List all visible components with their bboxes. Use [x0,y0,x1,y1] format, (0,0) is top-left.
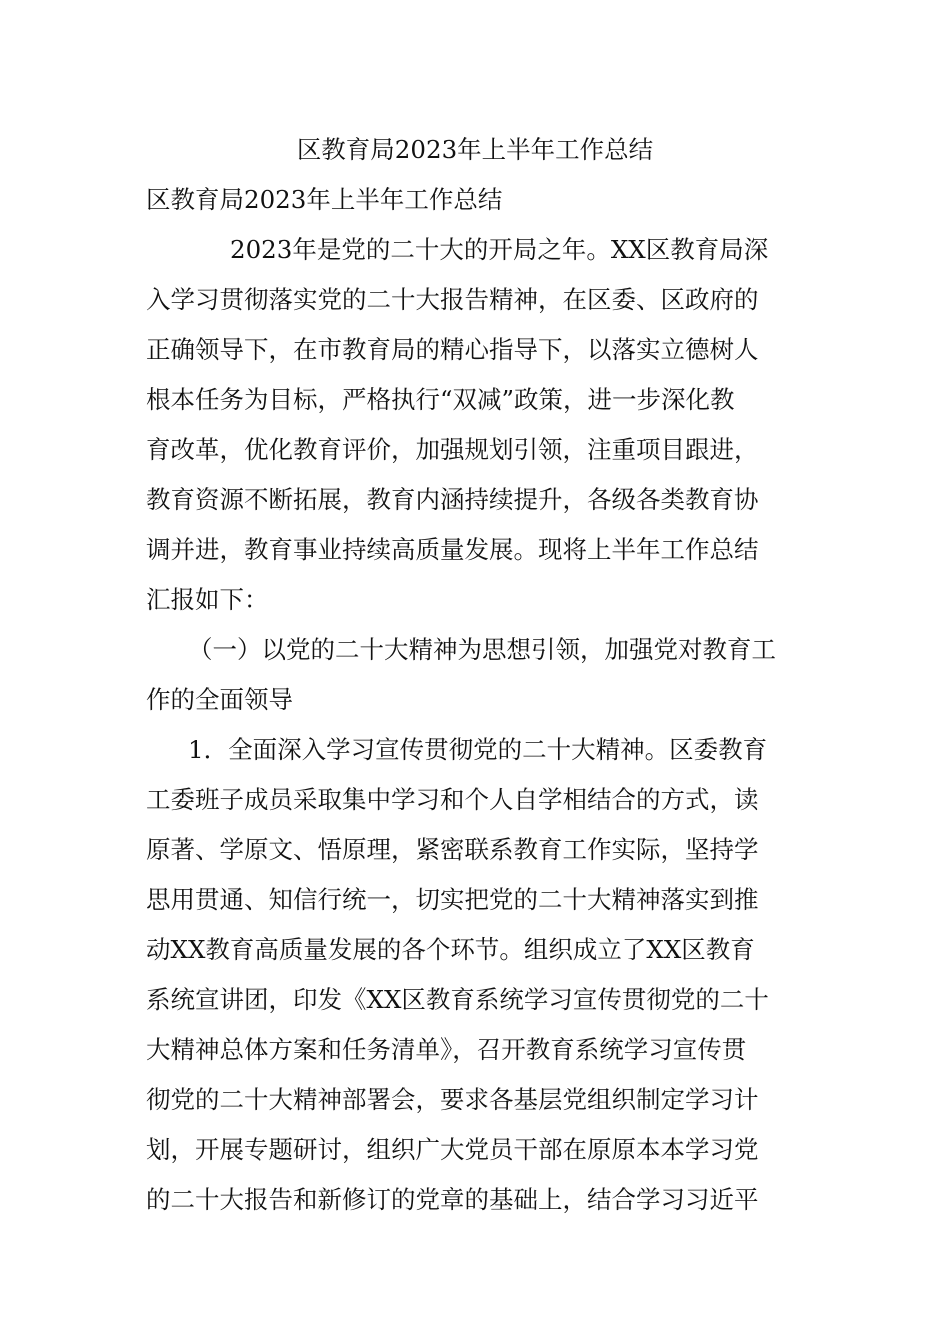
paragraph-line: 2023年是党的二十大的开局之年。XX区教育局深 [230,235,769,264]
section-heading-line: 作的全面领导 [146,685,293,714]
paragraph-line: 的二十大报告和新修订的党章的基础上，结合学习习近平 [146,1185,759,1214]
paragraph-line: 动XX教育高质量发展的各个环节。组织成立了XX区教育 [146,935,755,964]
paragraph-line: 教育资源不断拓展，教育内涵持续提升，各级各类教育协 [146,485,759,514]
paragraph-line: 汇报如下： [146,585,269,614]
paragraph-line: 大精神总体方案和任务清单》，召开教育系统学习宣传贯 [146,1035,747,1064]
paragraph-line: 1．全面深入学习宣传贯彻党的二十大精神。区委教育 [188,735,768,764]
paragraph-line: 育改革，优化教育评价，加强规划引领，注重项目跟进， [146,435,759,464]
paragraph-line: 正确领导下，在市教育局的精心指导下，以落实立德树人 [146,335,759,364]
document-subtitle: 区教育局2023年上半年工作总结 [146,185,503,214]
section-heading-line: （一）以党的二十大精神为思想引领，加强党对教育工 [188,635,776,664]
paragraph-line: 工委班子成员采取集中学习和个人自学相结合的方式，读 [146,785,759,814]
paragraph-line: 系统宣讲团，印发《XX区教育系统学习宣传贯彻党的二十 [146,985,769,1014]
paragraph-line: 划，开展专题研讨，组织广大党员干部在原原本本学习党 [146,1135,759,1164]
paragraph-line: 根本任务为目标，严格执行“双减”政策，进一步深化教 [146,385,735,414]
paragraph-line: 入学习贯彻落实党的二十大报告精神，在区委、区政府的 [146,285,759,314]
paragraph-line: 思用贯通、知信行统一，切实把党的二十大精神落实到推 [146,885,759,914]
paragraph-line: 彻党的二十大精神部署会，要求各基层党组织制定学习计 [146,1085,759,1114]
paragraph-line: 调并进，教育事业持续高质量发展。现将上半年工作总结 [146,535,759,564]
document-title: 区教育局2023年上半年工作总结 [296,135,654,164]
paragraph-line: 原著、学原文、悟原理，紧密联系教育工作实际，坚持学 [146,835,759,864]
